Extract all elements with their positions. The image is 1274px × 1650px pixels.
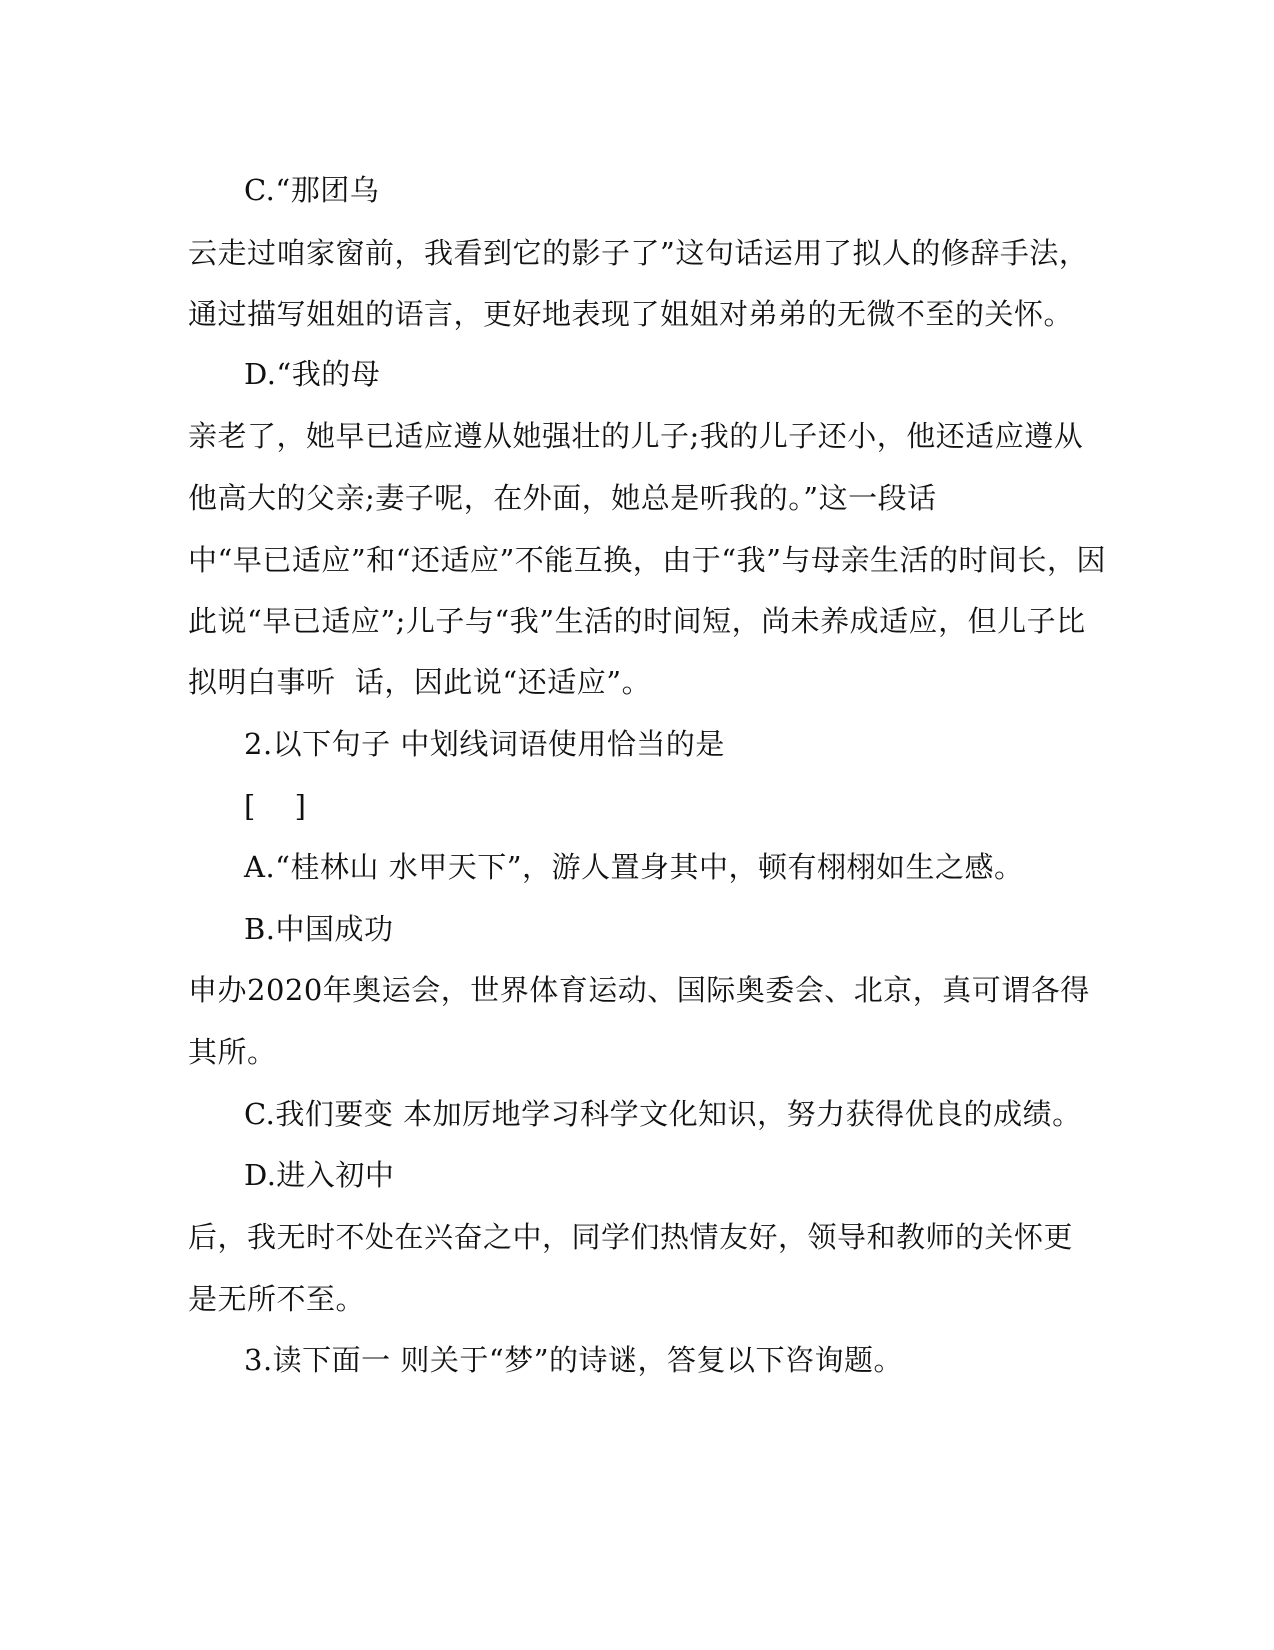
- text-line: 拟明白事听 话，因此说“还适应”。: [188, 665, 652, 699]
- text-line: 亲老了，她早已适应遵从她强壮的儿子;我的儿子还小，他还适应遵从: [188, 419, 1084, 453]
- text-line: 后，我无时不处在兴奋之中，同学们热情友好，领导和教师的关怀更: [188, 1220, 1074, 1254]
- text-line: 申办2020年奥运会，世界体育运动、国际奥委会、北京，真可谓各得: [188, 973, 1090, 1007]
- text-line: C.“那团乌: [244, 173, 380, 207]
- text-line: 他高大的父亲;妻子呢，在外面，她总是听我的。”这一段话: [188, 481, 937, 515]
- text-line: 其所。: [188, 1035, 277, 1069]
- text-line: 此说“早已适应”;儿子与“我”生活的时间短，尚未养成适应，但儿子比: [188, 604, 1086, 638]
- text-line: 是无所不至。: [188, 1282, 366, 1316]
- text-line: 中“早已适应”和“还适应”不能互换，由于“我”与母亲生活的时间长，因: [188, 543, 1106, 577]
- text-line: D.“我的母: [244, 357, 381, 391]
- question-2: 2.以下句子 中划线词语使用恰当的是: [244, 727, 725, 761]
- option-c: C.我们要变 本加厉地学习科学文化知识，努力获得优良的成绩。: [244, 1097, 1082, 1131]
- answer-bracket: [ ]: [244, 789, 307, 823]
- option-a: A.“桂林山 水甲天下”，游人置身其中，顿有栩栩如生之感。: [244, 850, 1024, 884]
- text-line: 云走过咱家窗前，我看到它的影子了”这句话运用了拟人的修辞手法，: [188, 236, 1089, 270]
- text-line: 通过描写姐姐的语言，更好地表现了姐姐对弟弟的无微不至的关怀。: [188, 297, 1074, 331]
- option-b: B.中国成功: [244, 912, 394, 946]
- question-3: 3.读下面一 则关于“梦”的诗谜，答复以下咨询题。: [244, 1343, 904, 1377]
- option-d: D.进入初中: [244, 1158, 395, 1192]
